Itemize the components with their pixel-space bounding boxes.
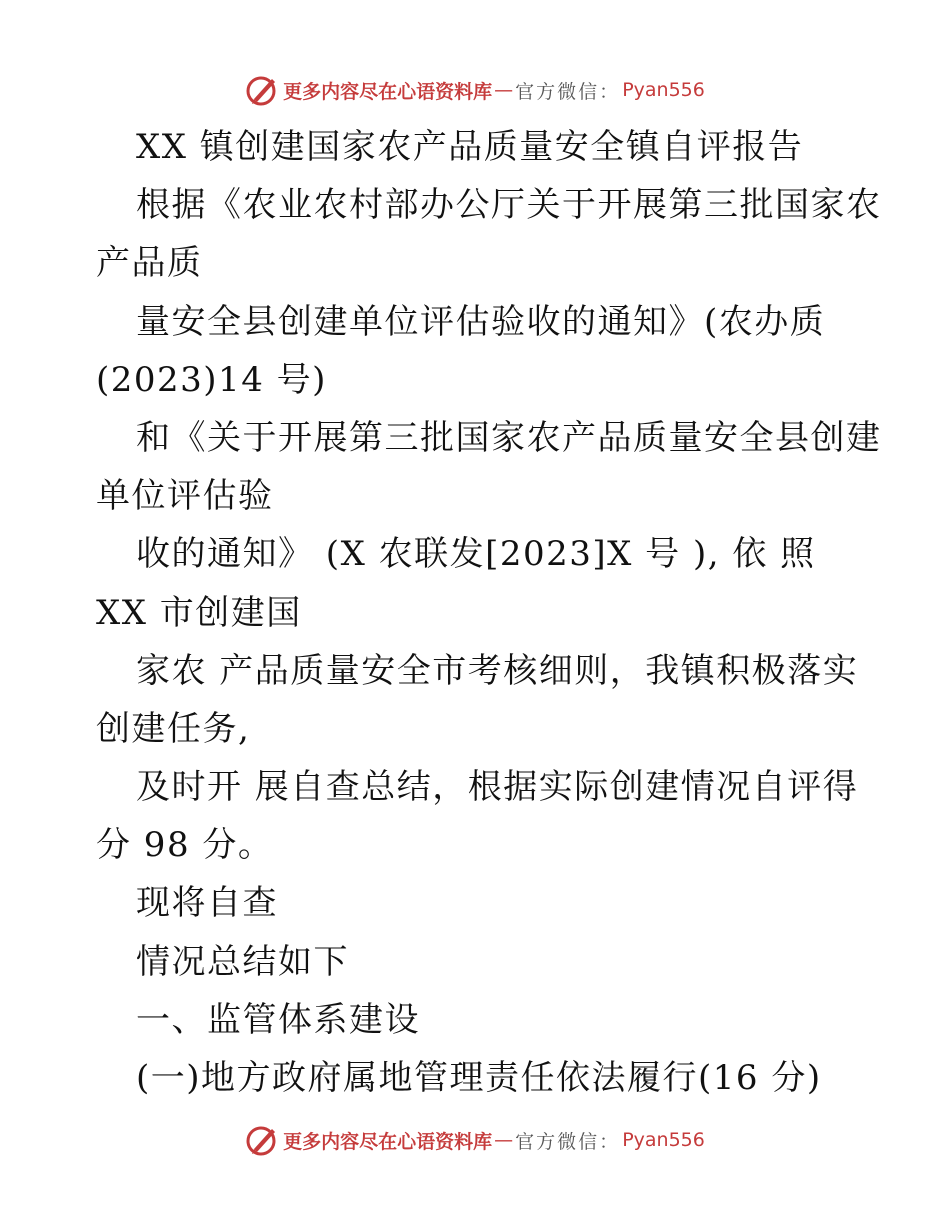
watermark-wechat-id: Pyan556 [622,79,705,101]
document-title: XX 镇创建国家农产品质量安全镇自评报告 [136,127,804,167]
watermark-main-text: 更多内容尽在心语资料库 [283,80,493,103]
pen-logo-icon [245,1123,279,1157]
paragraph-line: 收的通知》 (X 农联发[2023]X 号 ), 依 照 [136,534,816,575]
pen-logo-icon [245,73,279,107]
watermark-wechat-id: Pyan556 [622,1129,705,1151]
paragraph-line: 和《关于开展第三批国家农产品质量安全县创建 [136,417,882,458]
paragraph-line: (2023)14 号) [96,359,327,400]
watermark-main-text: 更多内容尽在心语资料库 [283,1130,493,1153]
header-watermark [0,70,950,110]
document-body [96,118,882,1107]
paragraph-line: XX 市创建国 [96,592,302,633]
paragraph-line: 情况总结如下 [136,941,349,982]
subsection-heading: (一)地方政府属地管理责任依法履行(16 分) [136,1058,822,1098]
watermark-dash: — [494,79,514,101]
section-heading: 一、监管体系建设 [136,999,420,1040]
paragraph-line: 现将自查 [136,883,278,924]
paragraph-line: 产品质 [96,243,203,284]
paragraph-line: 创建任务, [96,708,251,749]
paragraph-line: 根据《农业农村部办公厅关于开展第三批国家农 [136,185,882,226]
watermark-dash: — [494,1129,514,1151]
footer-watermark [0,1120,950,1160]
paragraph-line: 量安全县创建单位评估验收的通知》(农办质 [136,301,826,342]
paragraph-line: 及时开 展自查总结，根据实际创建情况自评得 [136,767,859,808]
watermark-sub-text: 官方微信： [515,80,621,103]
paragraph-line: 分 98 分。 [96,825,274,866]
paragraph-line: 家农 产品质量安全市考核细则，我镇积极落实 [136,650,859,691]
paragraph-line: 单位评估验 [96,476,274,517]
watermark-sub-text: 官方微信： [515,1130,621,1153]
